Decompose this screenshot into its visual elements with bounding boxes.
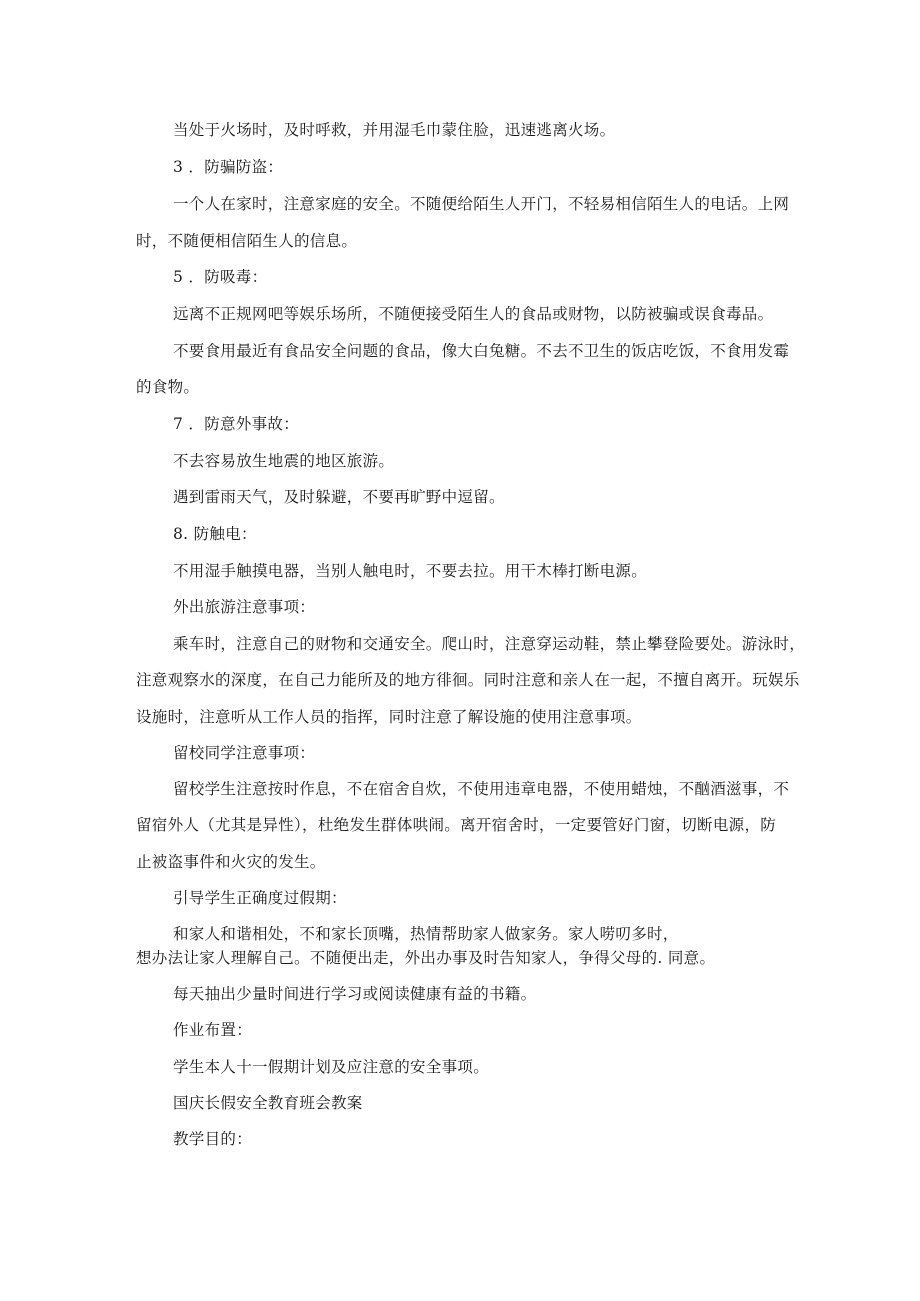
paragraph-dorm-line2: 留宿外人（尤其是异性），杜绝发生群体哄闹。离开宿舍时，一定要管好门窗，切断电源，防 [136, 816, 777, 834]
heading-teaching-objective: 教学目的： [173, 1130, 253, 1148]
paragraph-home-safety-line1: 一个人在家时，注意家庭的安全。不随便给陌生人开门，不轻易相信陌生人的电话。上网 [173, 195, 790, 213]
section-title-lesson-plan: 国庆长假安全教育班会教案 [173, 1094, 363, 1112]
paragraph-anti-drug: 远离不正规网吧等娱乐场所，不随便接受陌生人的食品或财物，以防被骗或误食毒品。 [173, 305, 774, 323]
paragraph-reading: 每天抽出少量时间进行学习或阅读健康有益的书籍。 [173, 985, 537, 1003]
heading-accident: 7 ．防意外事故： [173, 415, 299, 433]
paragraph-fire-escape: 当处于火场时，及时呼救，并用湿毛巾蒙住脸，迅速逃离火场。 [173, 121, 616, 139]
paragraph-thunderstorm: 遇到雷雨天气，及时躲避，不要再旷野中逗留。 [173, 488, 505, 506]
heading-staying-school: 留校同学注意事项： [173, 744, 316, 762]
paragraph-food-safety-line1: 不要食用最近有食品安全问题的食品，像大白兔糖。不去不卫生的饭店吃饭，不食用发霉 [173, 342, 790, 360]
paragraph-home-safety-line2: 时，不随便相信陌生人的信息。 [136, 232, 358, 250]
paragraph-family-line1: 和家人和谐相处，不和家长顶嘴，热情帮助家人做家务。家人唠叨多时， [173, 925, 679, 943]
paragraph-earthquake: 不去容易放生地震的地区旅游。 [173, 452, 395, 470]
paragraph-travel-line3: 设施时，注意听从工作人员的指挥，同时注意了解设施的使用注意事项。 [136, 708, 642, 726]
paragraph-food-safety-line2: 的食物。 [136, 378, 200, 396]
paragraph-travel-line1: 乘车时，注意自己的财物和交通安全。爬山时，注意穿运动鞋，禁止攀登险要处。游泳时， [173, 635, 806, 653]
paragraph-travel-line2: 注意观察水的深度，在自己力能所及的地方徘徊。同时注意和亲人在一起，不擅自离开。玩娱乐 [136, 671, 800, 689]
paragraph-dorm-line1: 留校学生注意按时作息，不在宿舍自炊，不使用违章电器，不使用蜡烛，不酗酒滋事，不 [173, 780, 790, 798]
heading-holiday-guidance: 引导学生正确度过假期： [173, 889, 347, 907]
heading-anti-fraud: 3 ．防骗防盗： [173, 158, 284, 176]
paragraph-dorm-line3: 止被盗事件和火灾的发生。 [136, 853, 326, 871]
paragraph-electric-shock: 不用湿手触摸电器，当别人触电时，不要去拉。用干木棒打断电源。 [173, 562, 648, 580]
heading-anti-drug: 5 ．防吸毒： [173, 268, 268, 286]
paragraph-family-line2: 想办法让家人理解自己。不随便出走，外出办事及时告知家人，争得父母的. 同意。 [136, 949, 716, 967]
paragraph-homework: 学生本人十一假期计划及应注意的安全事项。 [173, 1058, 490, 1076]
heading-travel: 外出旅游注意事项： [173, 598, 316, 616]
heading-electric-shock: 8. 防触电： [173, 525, 257, 543]
heading-homework: 作业布置： [173, 1021, 253, 1039]
